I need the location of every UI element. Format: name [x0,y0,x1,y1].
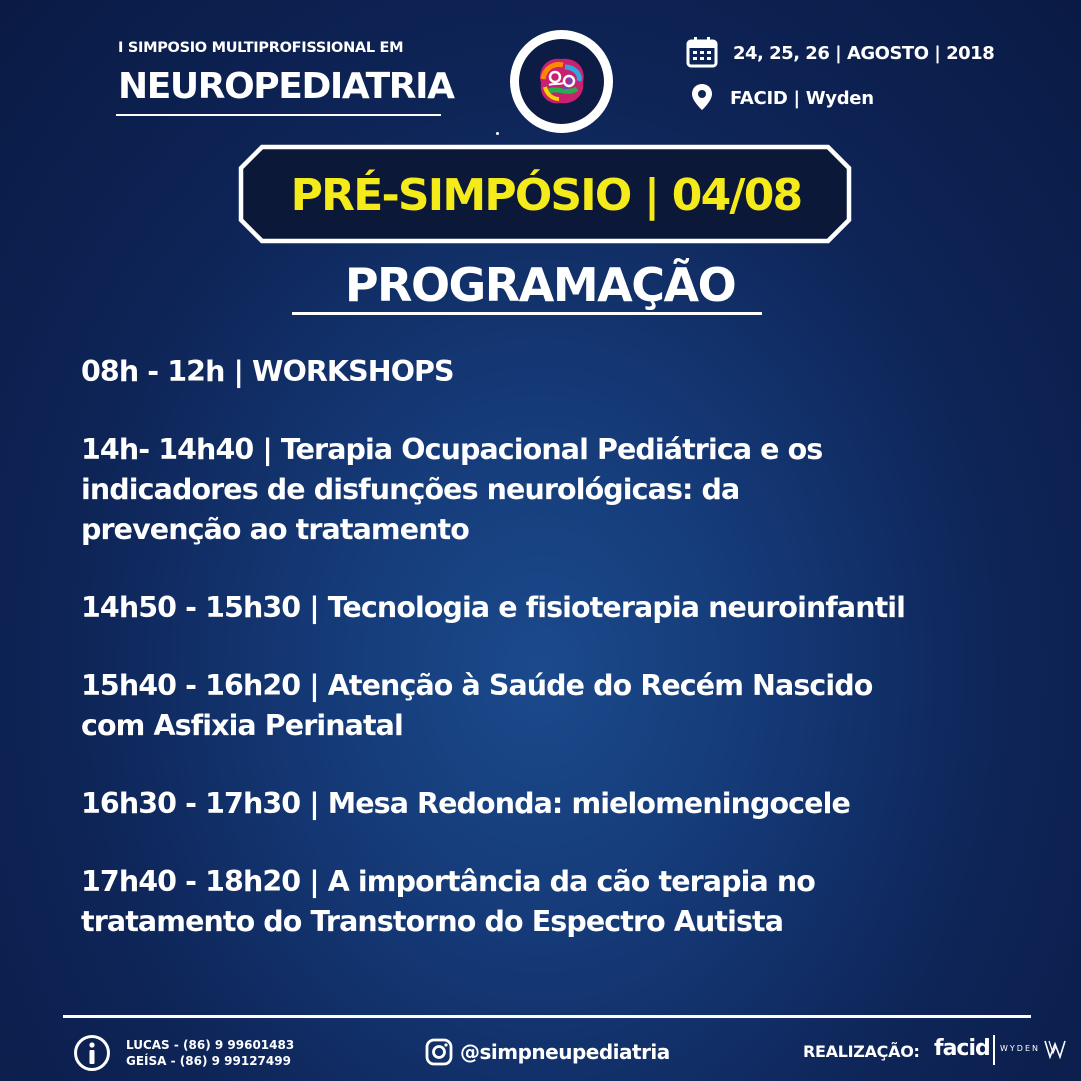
programacao-heading: PROGRAMAÇÃO [344,258,736,312]
contact-lucas: LUCAS - (86) 9 99601483 [126,1038,295,1052]
brain-logo-inner [519,39,604,124]
schedule-item: 15h40 - 16h20 | Atenção à Saúde do Recém Nascido com Asfixia Perinatal [81,669,873,742]
instagram-icon [425,1038,453,1066]
contact-geisa: GEÍSA - (86) 9 99127499 [126,1054,291,1068]
info-icon [73,1034,111,1072]
wyden-logo: WYDEN [1000,1044,1040,1053]
schedule-list [81,352,1041,942]
schedule-item: 08h - 12h | WORKSHOPS [81,355,454,388]
schedule-item: 14h- 14h40 | Terapia Ocupacional Pediátrica e os indicadores de disfunções neurológicas: da prevenção ao tratamento [81,433,823,546]
footer-divider [63,1015,1031,1018]
schedule-item: 16h30 - 17h30 | Mesa Redonda: mielomeningocele [81,787,850,820]
programacao-underline [292,312,762,315]
brand-separator [993,1035,995,1065]
decorative-dot [496,132,499,135]
realizacao-label: REALIZAÇÃO: [803,1042,920,1061]
facid-logo: facid [934,1036,990,1061]
wyden-mark-icon [1044,1038,1068,1060]
event-title: NEUROPEDIATRIA [118,66,454,107]
calendar-icon [686,36,718,68]
event-title-underline [116,114,441,116]
location-pin-icon [691,83,713,111]
event-venue: FACID | Wyden [730,88,874,109]
event-date: 24, 25, 26 | AGOSTO | 2018 [733,43,995,64]
schedule-item: 14h50 - 15h30 | Tecnologia e fisioterapia neuroinfantil [81,591,906,624]
schedule-item: 17h40 - 18h20 | A importância da cão terapia no tratamento do Transtorno do Espectro Autista [81,865,815,938]
event-subtitle: I SIMPOSIO MULTIPROFISSIONAL EM [118,40,404,56]
instagram-handle[interactable]: @simpneupediatria [460,1040,670,1064]
pre-simposio-title: PRÉ-SIMPÓSIO | 04/08 [290,170,802,221]
brain-logo-graphic [519,39,604,124]
